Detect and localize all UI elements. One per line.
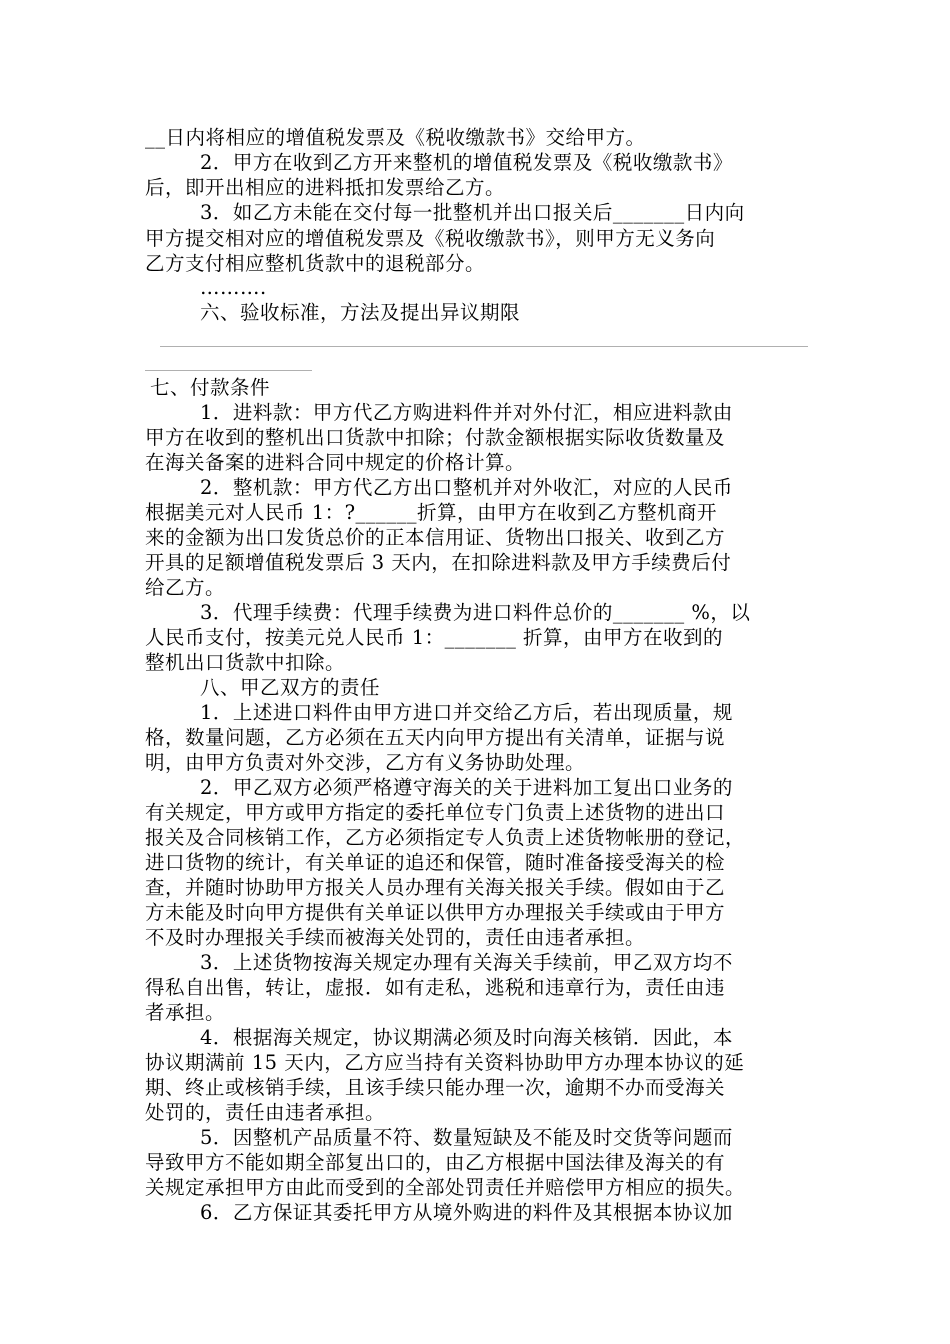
text-line: 1．上述进口料件由甲方进口并交给乙方后，若出现质量，规 xyxy=(200,701,733,724)
section-heading: 八、甲乙双方的责任 xyxy=(200,676,381,699)
text-line: 导致甲方不能如期全部复出口的，由乙方根据中国法律及海关的有 xyxy=(145,1151,726,1174)
text-line: 明，由甲方负责对外交涉，乙方有义务协助处理。 xyxy=(145,751,586,774)
text-line: 2．整机款：甲方代乙方出口整机并对外收汇，对应的人民币 xyxy=(200,476,733,499)
text-line: 根据美元对人民币 1：?______折算，由甲方在收到乙方整机商开 xyxy=(145,501,718,524)
text-line: 乙方支付相应整机货款中的退税部分。 xyxy=(145,252,486,275)
text-line: 人民币支付，按美元兑人民币 1：_______ 折算，由甲方在收到的 xyxy=(145,626,724,649)
text-line: 进口货物的统计，有关单证的追还和保管，随时准备接受海关的检 xyxy=(145,851,726,874)
text-line: 方未能及时向甲方提供有关单证以供甲方办理报关手续或由于甲方 xyxy=(145,901,726,924)
text-line: 处罚的，责任由违者承担。 xyxy=(145,1101,386,1124)
text-line: 者承担。 xyxy=(145,1001,226,1024)
text-line: 查，并随时协助甲方报关人员办理有关海关报关手续。假如由于乙 xyxy=(145,876,726,899)
text-line: 3．上述货物按海关规定办理有关海关手续前，甲乙双方均不 xyxy=(200,951,733,974)
text-line: 6．乙方保证其委托甲方从境外购进的料件及其根据本协议加 xyxy=(200,1201,733,1224)
text-line: 甲方在收到的整机出口货款中扣除；付款金额根据实际收货数量及 xyxy=(145,426,726,449)
fill-in-rule xyxy=(145,370,312,371)
text-line: 3．如乙方未能在交付每一批整机并出口报关后_______日内向 xyxy=(200,201,745,224)
text-line: 5．因整机产品质量不符、数量短缺及不能及时交货等问题而 xyxy=(200,1126,733,1149)
text-line: 报关及合同核销工作，乙方必须指定专人负责上述货物帐册的登记， xyxy=(145,826,746,849)
text-line: 来的金额为出口发货总价的正本信用证、货物出口报关、收到乙方 xyxy=(145,526,726,549)
text-line: 2．甲乙双方必须严格遵守海关的关于进料加工复出口业务的 xyxy=(200,776,733,799)
text-line: 1．进料款：甲方代乙方购进料件并对外付汇，相应进料款由 xyxy=(200,401,733,424)
text-line: 不及时办理报关手续而被海关处罚的，责任由违者承担。 xyxy=(145,926,646,949)
text-line: 4．根据海关规定，协议期满必须及时向海关核销．因此，本 xyxy=(200,1026,733,1049)
text-line: 甲方提交相对应的增值税发票及《税收缴款书》，则甲方无义务向 xyxy=(145,227,716,250)
text-line: 开具的足额增值税发票后 3 天内，在扣除进料款及甲方手续费后付 xyxy=(145,551,732,574)
fill-in-rule xyxy=(160,346,808,347)
text-line: 格，数量问题，乙方必须在五天内向甲方提出有关清单，证据与说 xyxy=(145,726,726,749)
text-line: 关规定承担甲方由此而受到的全部处罚责任并赔偿甲方相应的损失。 xyxy=(145,1176,746,1199)
text-line: 整机出口货款中扣除。 xyxy=(145,651,346,674)
text-line: 得私自出售，转让，虚报．如有走私，逃税和违章行为，责任由违 xyxy=(145,976,726,999)
text-line: 3．代理手续费：代理手续费为进口料件总价的_______ %，以 xyxy=(200,601,751,624)
text-line: __日内将相应的增值税发票及《税收缴款书》交给甲方。 xyxy=(145,126,646,149)
text-line: 后，即开出相应的进料抵扣发票给乙方。 xyxy=(145,176,506,199)
text-line: ………. xyxy=(200,276,267,299)
text-line: 期、终止或核销手续，且该手续只能办理一次，逾期不办而受海关 xyxy=(145,1076,726,1099)
text-line: 给乙方。 xyxy=(145,576,226,599)
section-heading: 六、验收标准，方法及提出异议期限 xyxy=(200,301,521,324)
text-line: 2．甲方在收到乙方开来整机的增值税发票及《税收缴款书》 xyxy=(200,151,733,174)
text-line: 协议期满前 15 天内，乙方应当持有关资料协助甲方办理本协议的延 xyxy=(145,1051,745,1074)
text-line: 在海关备案的进料合同中规定的价格计算。 xyxy=(145,451,526,474)
section-heading: 七、付款条件 xyxy=(150,376,271,399)
text-line: 有关规定，甲方或甲方指定的委托单位专门负责上述货物的进出口 xyxy=(145,801,726,824)
